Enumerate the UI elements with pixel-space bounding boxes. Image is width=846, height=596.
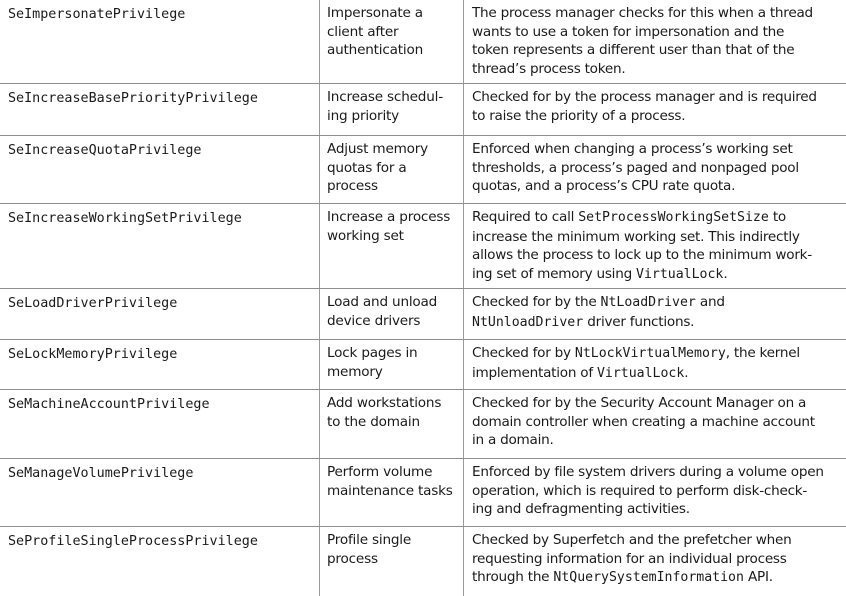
description-text: implementation of [472,364,597,381]
description-text: Checked for by the process manager and is required [472,89,817,105]
description-line [472,482,842,501]
description-text: operation, which is required to perform disk-check- [472,482,808,499]
user-right-line: Lock pages in [327,345,418,361]
table-row [0,204,846,289]
description-text: quotas, and a process’s CPU rate quota. [472,178,736,194]
description-text: to raise the priority of a process. [472,107,686,124]
column-divider [463,390,464,458]
table-row [0,0,846,84]
description-text: , the kernel [725,345,800,361]
description-text: Required to call [472,209,579,225]
api-name: NtQuerySystemInformation [553,570,744,585]
column-divider [319,340,320,389]
column-divider [463,459,464,526]
column-divider [319,136,320,203]
user-right-line: Impersonate a [327,5,423,21]
description-text: thresholds, a process’s paged and nonpaged pool [472,159,799,176]
api-name: VirtualLock [636,266,724,282]
description-text: domain controller when creating a machine account [472,413,815,430]
description-line [472,107,842,126]
description-text: requesting information for an individual process [472,550,787,567]
description-text: driver functions. [583,313,695,330]
description-line [472,531,842,550]
description-text: Enforced by file system drivers during a volume open [472,464,824,480]
description-text: . [723,265,728,282]
description-text: thread’s process token. [472,60,626,77]
privilege-description [472,344,842,383]
column-divider [463,136,464,203]
privilege-user-right [327,88,459,125]
privilege-constant: SeLockMemoryPrivilege [8,347,178,362]
description-line [472,159,842,178]
description-line [472,246,842,265]
description-text: Checked for by [472,345,575,361]
privilege-description [472,293,842,332]
column-divider [319,390,320,458]
privilege-constant: SeIncreaseQuotaPrivilege [8,143,202,158]
privilege-description [472,4,842,78]
user-right-line: device drivers [327,312,421,329]
description-text: Checked for by the [472,294,601,310]
description-line [472,41,842,60]
description-line [472,208,842,228]
privilege-user-right [327,531,459,568]
privilege-constant: SeIncreaseWorkingSetPrivilege [8,211,242,226]
description-line [472,413,842,432]
description-text: ing and defragmenting activities. [472,501,690,517]
column-divider [463,204,464,288]
description-line [472,88,842,107]
user-right-line: Perform volume [327,464,433,480]
column-divider [319,459,320,526]
privilege-user-right [327,293,459,330]
description-line [472,431,842,450]
description-text: Enforced when changing a process’s working set [472,141,793,157]
description-line [472,344,842,364]
user-right-line: Load and unload [327,294,438,310]
column-divider [319,204,320,288]
column-divider [463,289,464,339]
privilege-user-right [327,463,459,500]
api-name: NtLoadDriver [600,295,696,310]
privilege-constant: SeLoadDriverPrivilege [8,296,178,311]
description-line [472,293,842,313]
table-row [0,84,846,136]
description-line [472,463,842,482]
description-text: Checked by Superfetch and the prefetcher when [472,532,792,548]
column-divider [463,84,464,135]
api-name: VirtualLock [596,365,685,381]
privilege-description [472,463,842,519]
privilege-constant: SeManageVolumePrivilege [8,466,194,481]
column-divider [319,0,320,83]
description-line [472,568,842,588]
privilege-constant: SeImpersonatePrivilege [8,7,186,22]
privilege-constant: SeMachineAccountPrivilege [8,397,210,412]
privilege-description [472,531,842,588]
api-name: SetProcessWorkingSetSize [578,210,769,225]
table-row [0,340,846,390]
description-line [472,60,842,79]
user-right-line: process [327,178,378,194]
description-line [472,500,842,519]
user-right-line: Add workstations [327,395,442,411]
description-line [472,228,842,247]
privilege-description [472,140,842,196]
user-right-line: ing priority [327,107,399,124]
description-text: . [684,364,689,381]
description-text: The process manager checks for this when a thread [472,5,813,21]
description-line [472,394,842,413]
user-right-line: process [327,550,378,567]
description-line [472,140,842,159]
column-divider [463,340,464,389]
description-line [472,177,842,196]
description-text: and [695,294,725,310]
table-row [0,390,846,459]
privilege-description [472,394,842,450]
user-right-line: authentication [327,42,424,58]
privilege-user-right [327,394,459,431]
description-text: in a domain. [472,432,554,448]
description-text: allows the process to lock up to the minimum work- [472,247,812,263]
description-text: Checked for by the Security Account Manager on a [472,395,807,411]
column-divider [319,527,320,596]
table-row [0,136,846,204]
user-right-line: Increase a process [327,209,451,225]
column-divider [319,84,320,135]
user-right-line: memory [327,363,383,380]
column-divider [463,0,464,83]
description-text: increase the minimum working set. This indirectly [472,228,800,245]
description-text: token represents a different user than that of the [472,42,795,58]
description-line [472,550,842,569]
description-line [472,23,842,42]
column-divider [463,527,464,596]
user-right-line: maintenance tasks [327,482,453,499]
privilege-constant: SeProfileSingleProcessPrivilege [8,534,258,549]
user-right-line: Adjust memory [327,141,429,157]
privilege-user-right [327,344,459,381]
description-text: ing set of memory using [472,265,637,282]
user-right-line: to the domain [327,413,420,430]
privilege-constant: SeIncreaseBasePriorityPrivilege [8,91,258,106]
description-text: through the [472,569,554,585]
user-right-line: quotas for a [327,159,407,176]
privilege-description [472,208,842,284]
description-text: to [768,209,786,225]
table-row [0,289,846,340]
user-right-line: Increase schedul- [327,89,443,105]
privilege-user-right [327,140,459,196]
description-line [472,313,842,333]
description-text: wants to use a token for impersonation and the [472,23,785,40]
privilege-user-right [327,4,459,60]
description-line [472,364,842,384]
table-row [0,459,846,527]
description-text: API. [743,569,773,585]
privilege-description [472,88,842,125]
description-line [472,265,842,285]
privilege-user-right [327,208,459,245]
user-right-line: client after [327,23,399,40]
user-right-line: Profile single [327,532,412,548]
user-right-line: working set [327,227,404,244]
table-row [0,527,846,596]
description-line [472,4,842,23]
column-divider [319,289,320,339]
api-name: NtLockVirtualMemory [574,346,726,361]
api-name: NtUnloadDriver [472,314,584,330]
